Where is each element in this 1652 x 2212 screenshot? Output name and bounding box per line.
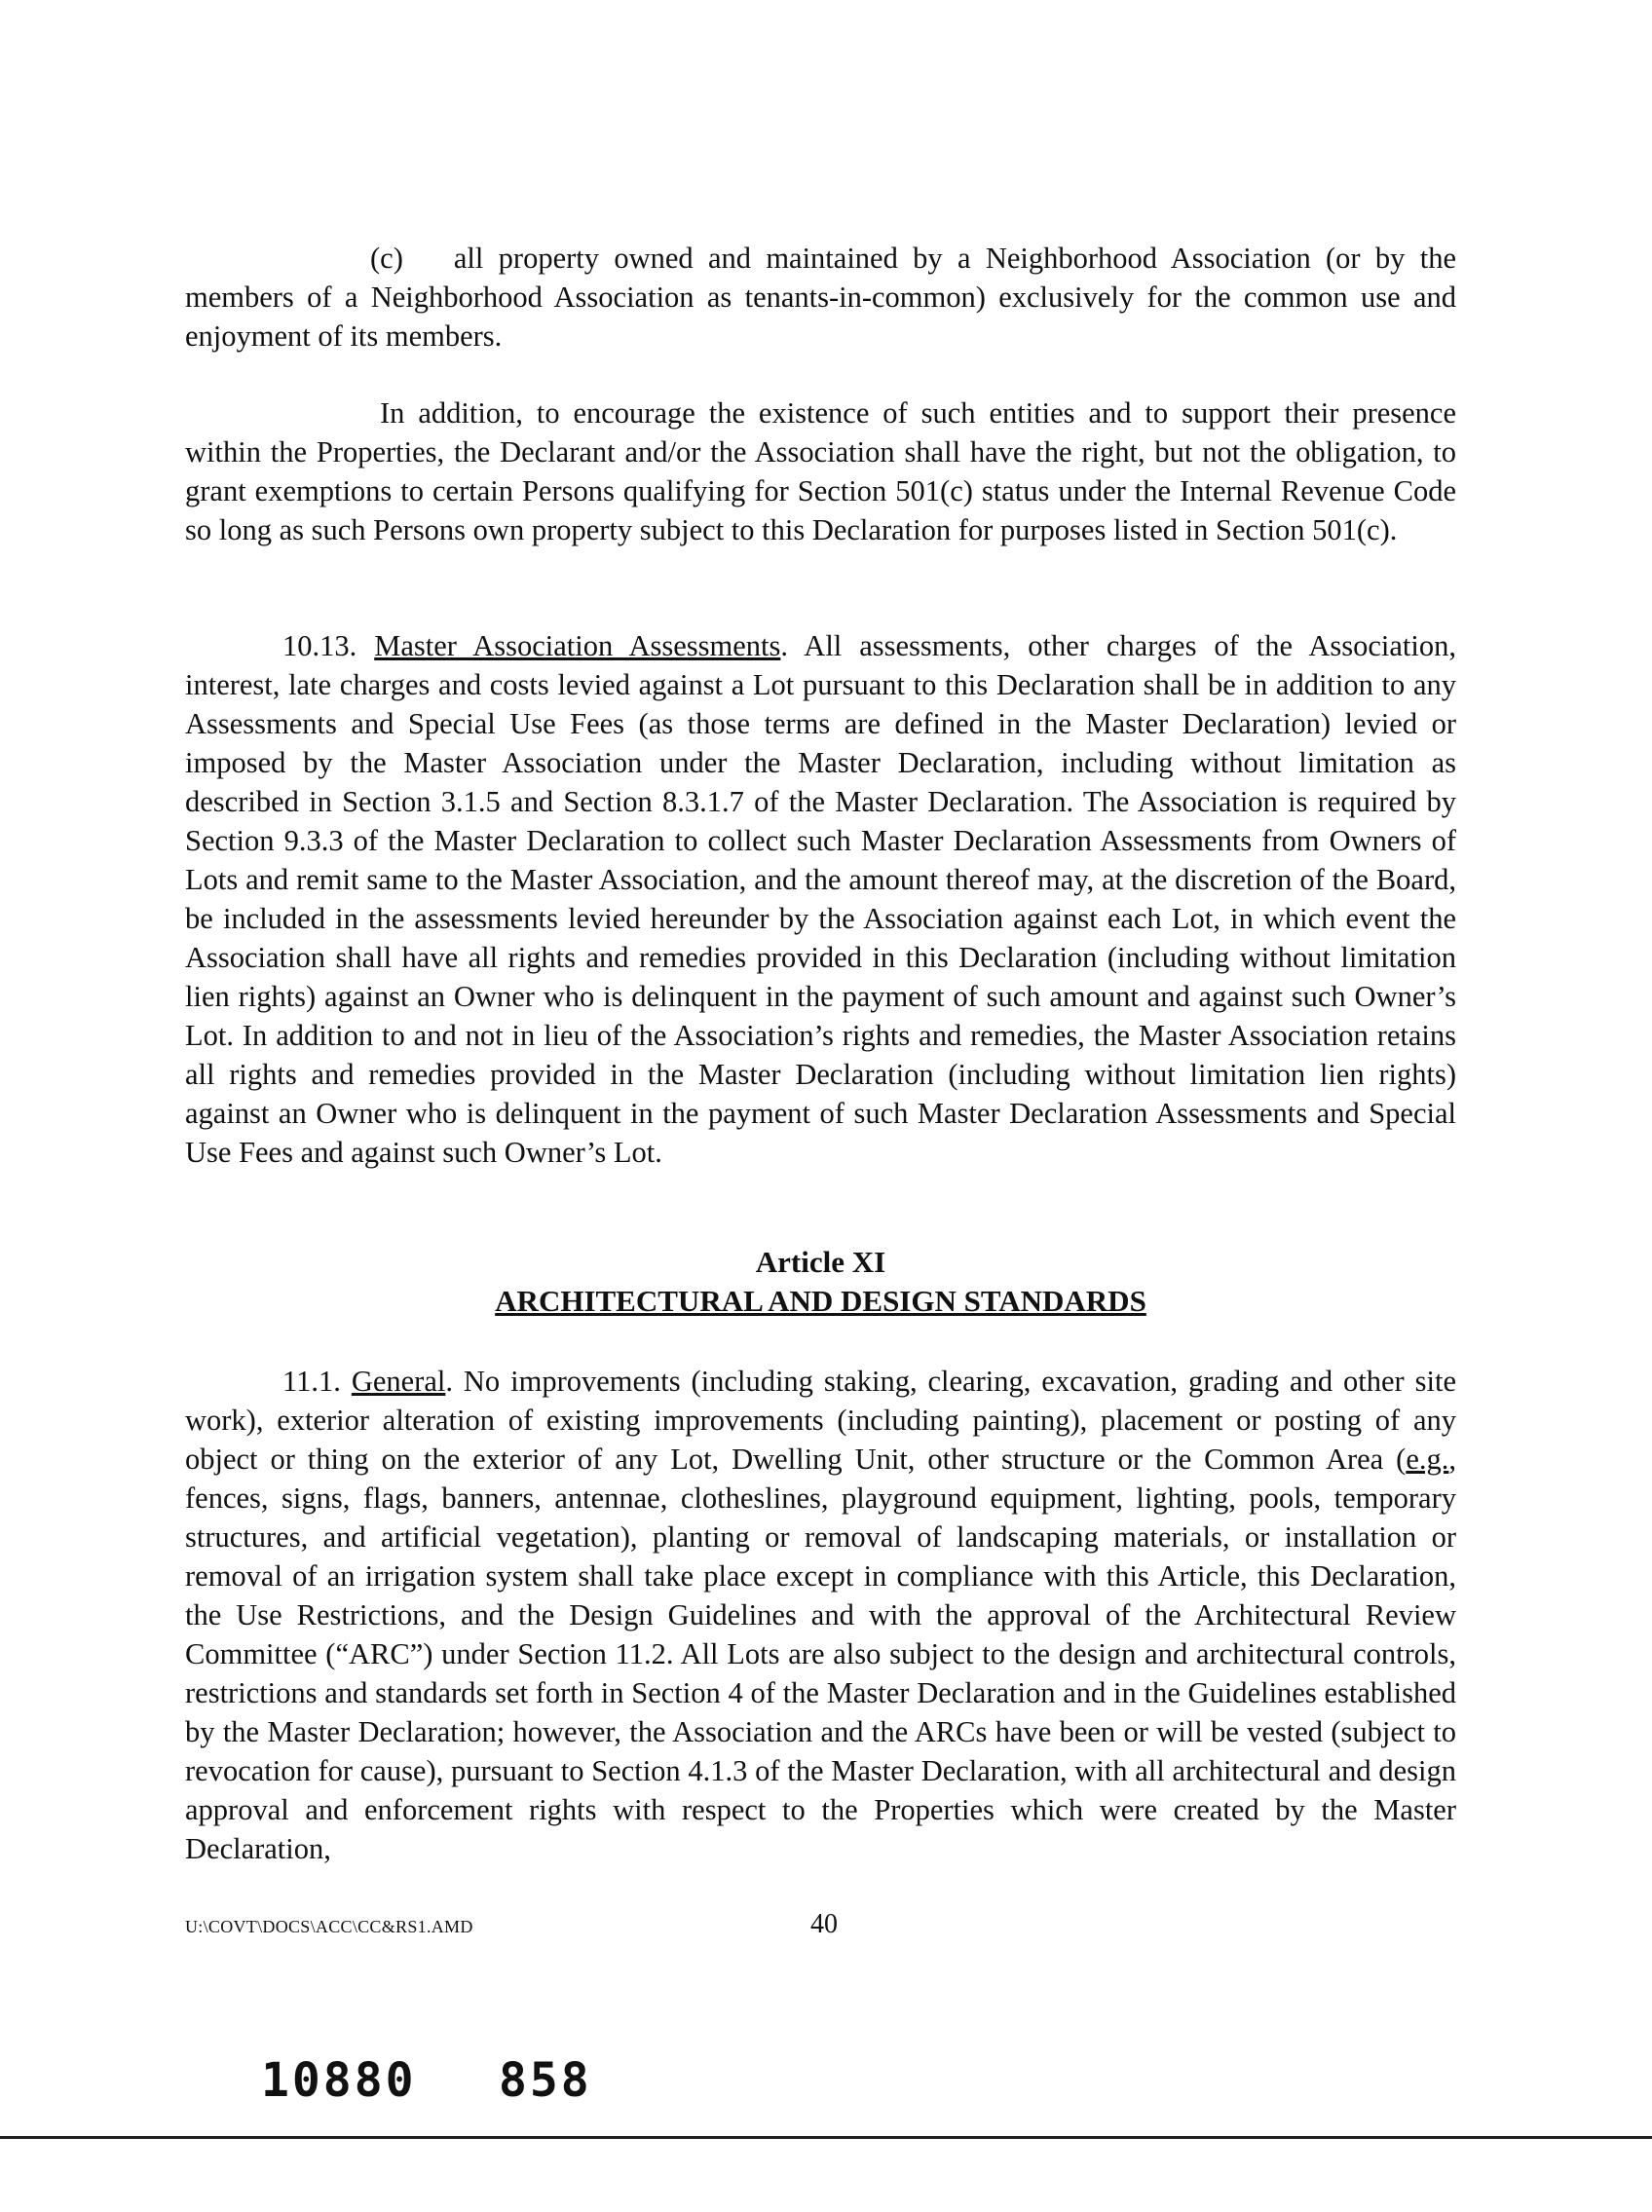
paragraph-text: In addition, to encourage the existence of such entities and to support their presence within the Properties, the Declarant and/or the Association shall have the right, but not the obligation, to grant exemptions to certain Persons qualifying for Section 501(c) status under the Internal Revenue Code so long as such Persons own property subject to this Declaration for purposes listed in Section 501(c). xyxy=(185,396,1456,546)
paragraph-text: all property owned and maintained by a Neighborhood Association (or by the members of a Neighborhood Association as tenants-in-common) exclusively for the common use and enjoyment of its members. xyxy=(185,242,1456,353)
list-marker: (c) xyxy=(370,242,403,275)
section-10-13 xyxy=(185,626,1456,1172)
section-number: 11.1. xyxy=(282,1365,341,1398)
section-text: . All assessments, other charges of the Association, interest, late charges and costs levied against a Lot pursuant to this Declaration shall be in addition to any Assessments and Special Use Fees (as those terms are defined in the Master Declaration) levied or imposed by the Master Association under the Master Declaration, including without limitation as described in Section 3.1.5 and Section 8.3.1.7 of the Master Declaration. The Association is required by Section 9.3.3 of the Master Declaration to collect such Master Declaration Assessments from Owners of Lots and remit same to the Master Association, and the amount thereof may, at the discretion of the Board, be included in the assessments levied hereunder by the Association against each Lot, in which event the Association shall have all rights and remedies provided in this Declaration (including without limitation lien rights) against an Owner who is delinquent in the payment of such amount and against such Owner’s Lot. In addition to and not in lieu of the Association’s rights and remedies, the Master Association retains all rights and remedies provided in the Master Declaration (including without limitation lien rights) against an Owner who is delinquent in the payment of such Master Declaration Assessments and Special Use Fees and against such Owner’s Lot. xyxy=(185,629,1456,1169)
section-heading: General xyxy=(351,1365,446,1398)
paragraph-c xyxy=(185,239,1456,356)
recording-book-number: 10880 xyxy=(261,2053,417,2108)
eg-abbreviation: e.g. xyxy=(1406,1443,1449,1476)
section-11-1 xyxy=(185,1362,1456,1868)
page-number: 40 xyxy=(810,1909,838,1939)
footer-file-path: U:\COVT\DOCS\ACC\CC&RS1.AMD xyxy=(185,1917,473,1936)
section-text-part-2: , fences, signs, flags, banners, antennae, clotheslines, playground equipment, lighting, pools, temporary structures, and artificial vegetation), planting or removal of landscaping materials, or installation or removal of an irrigation system shall take place except in compliance with this Article, this Declaration, the Use Restrictions, and the Design Guidelines and with the approval of the Architectural Review Committee (“ARC”) under Section 11.2. All Lots are also subject to the design and architectural controls, restrictions and standards set forth in Section 4 of the Master Declaration and in the Guidelines established by the Master Declaration; however, the Association and the ARCs have been or will be vested (subject to revocation for cause), pursuant to Section 4.1.3 of the Master Declaration, with all architectural and design approval and enforcement rights with respect to the Properties which were created by the Master Declaration, xyxy=(185,1443,1456,1865)
recording-page-number: 858 xyxy=(499,2053,592,2108)
section-text-part-1: . No improvements (including staking, clearing, excavation, grading and other site work), exterior alteration of existing improvements (including painting), placement or posting of any object or thing on the exterior of any Lot, Dwelling Unit, other structure or the Common Area ( xyxy=(185,1365,1456,1476)
article-title: ARCHITECTURAL AND DESIGN STANDARDS xyxy=(495,1284,1146,1318)
article-label: Article XI xyxy=(755,1245,886,1279)
section-number: 10.13. xyxy=(282,629,357,662)
paragraph-exemptions xyxy=(185,394,1456,549)
bottom-divider xyxy=(0,2136,1652,2139)
section-heading: Master Association Assessments xyxy=(374,629,781,662)
